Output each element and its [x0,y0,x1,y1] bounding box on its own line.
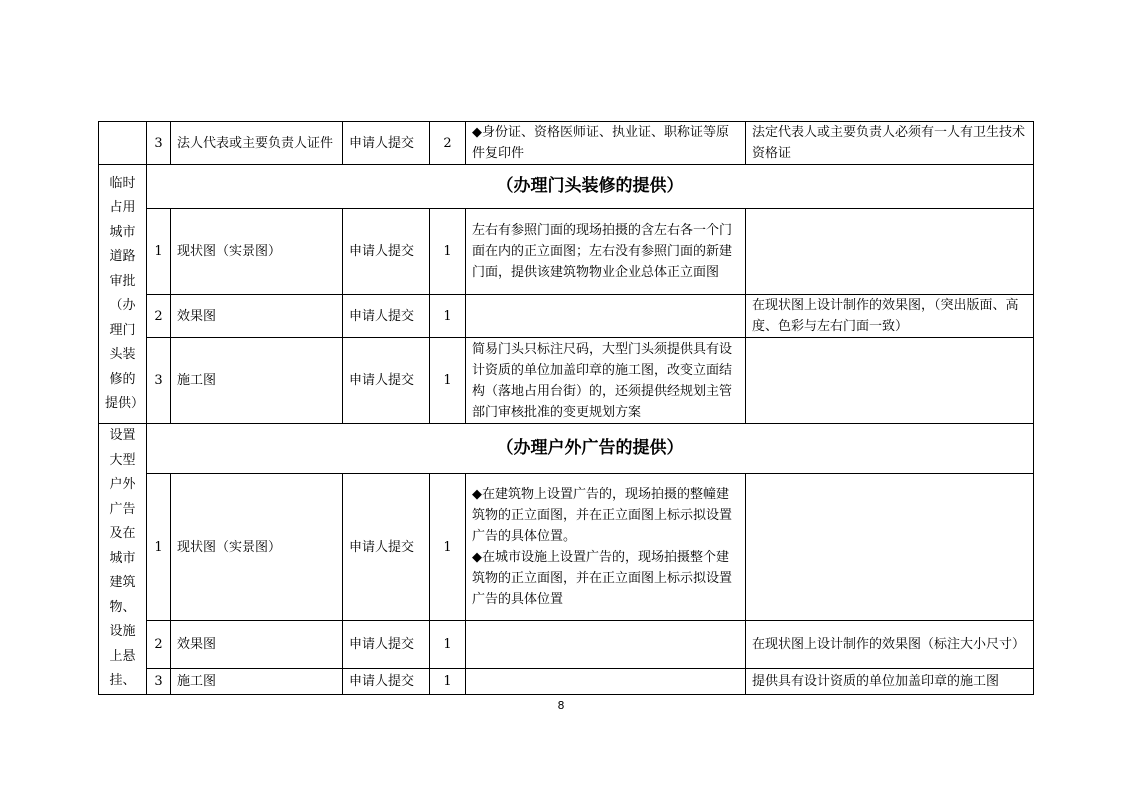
category-cell: 临时占用城市道路审批（办理门头装修的提供） [99,165,147,424]
note-cell: 提供具有设计资质的单位加盖印章的施工图 [746,669,1034,694]
section-header-row [99,424,1034,474]
copy-count: 1 [430,669,466,694]
section-header: （办理门头装修的提供） [147,165,1034,209]
requirement-facility: ◆在城市设施上设置广告的，现场拍摄整个建筑物的正立面图，并在正立面图上标示拟设置广告的具体位置 [472,550,733,608]
source-cell: 申请人提交 [343,338,430,424]
row-number: 3 [147,338,171,424]
material-name: 现状图（实景图） [171,474,343,621]
requirement-cell [466,295,746,338]
source-cell: 申请人提交 [343,295,430,338]
table-row [99,209,1034,295]
source-cell: 申请人提交 [343,474,430,621]
table-row [99,295,1034,338]
section-header-row [99,165,1034,209]
note-cell [746,474,1034,621]
requirement-cell [466,474,746,621]
requirement-cell: 左右有参照门面的现场拍摄的含左右各一个门面在内的正立面图；左右没有参照门面的新建门面，提供该建筑物物业企业总体正立面图 [466,209,746,295]
requirement-cell: ◆身份证、资格医师证、执业证、职称证等原件复印件 [466,122,746,165]
requirement-cell: 简易门头只标注尺码，大型门头须提供具有设计资质的单位加盖印章的施工图，改变立面结构（落地占用台街）的，还须提供经规划主管部门审核批准的变更规划方案 [466,338,746,424]
section-header: （办理户外广告的提供） [147,424,1034,474]
material-name: 现状图（实景图） [171,209,343,295]
source-cell: 申请人提交 [343,209,430,295]
copy-count: 1 [430,474,466,621]
copy-count: 1 [430,621,466,669]
table-row [99,338,1034,424]
copy-count: 1 [430,338,466,424]
row-number: 3 [147,122,171,165]
note-cell [746,338,1034,424]
note-cell: 在现状图上设计制作的效果图，（突出版面、高度、色彩与左右门面一致） [746,295,1034,338]
category-cell [99,122,147,165]
row-number: 2 [147,295,171,338]
row-number: 1 [147,474,171,621]
copy-count: 2 [430,122,466,165]
table-row [99,474,1034,621]
row-number: 1 [147,209,171,295]
table-row [99,122,1034,165]
note-cell: 在现状图上设计制作的效果图（标注大小尺寸） [746,621,1034,669]
page-number: 8 [557,699,565,712]
copy-count: 1 [430,295,466,338]
source-cell: 申请人提交 [343,122,430,165]
table-row [99,621,1034,669]
requirement-cell [466,621,746,669]
material-name: 施工图 [171,338,343,424]
source-cell: 申请人提交 [343,669,430,694]
table-row [99,669,1034,694]
requirement-cell [466,669,746,694]
material-name: 法人代表或主要负责人证件 [171,122,343,165]
material-name: 效果图 [171,621,343,669]
requirements-table [98,121,1034,695]
note-cell: 法定代表人或主要负责人必须有一人有卫生技术资格证 [746,122,1034,165]
category-cell: 设置大型户外广告及在城市建筑物、设施上悬挂、 [99,424,147,695]
source-cell: 申请人提交 [343,621,430,669]
note-cell [746,209,1034,295]
requirement-building: ◆在建筑物上设置广告的，现场拍摄的整幢建筑物的正立面图，并在正立面图上标示拟设置广告的具体位置。 [472,487,733,545]
copy-count: 1 [430,209,466,295]
row-number: 2 [147,621,171,669]
material-name: 施工图 [171,669,343,694]
material-name: 效果图 [171,295,343,338]
row-number: 3 [147,669,171,694]
